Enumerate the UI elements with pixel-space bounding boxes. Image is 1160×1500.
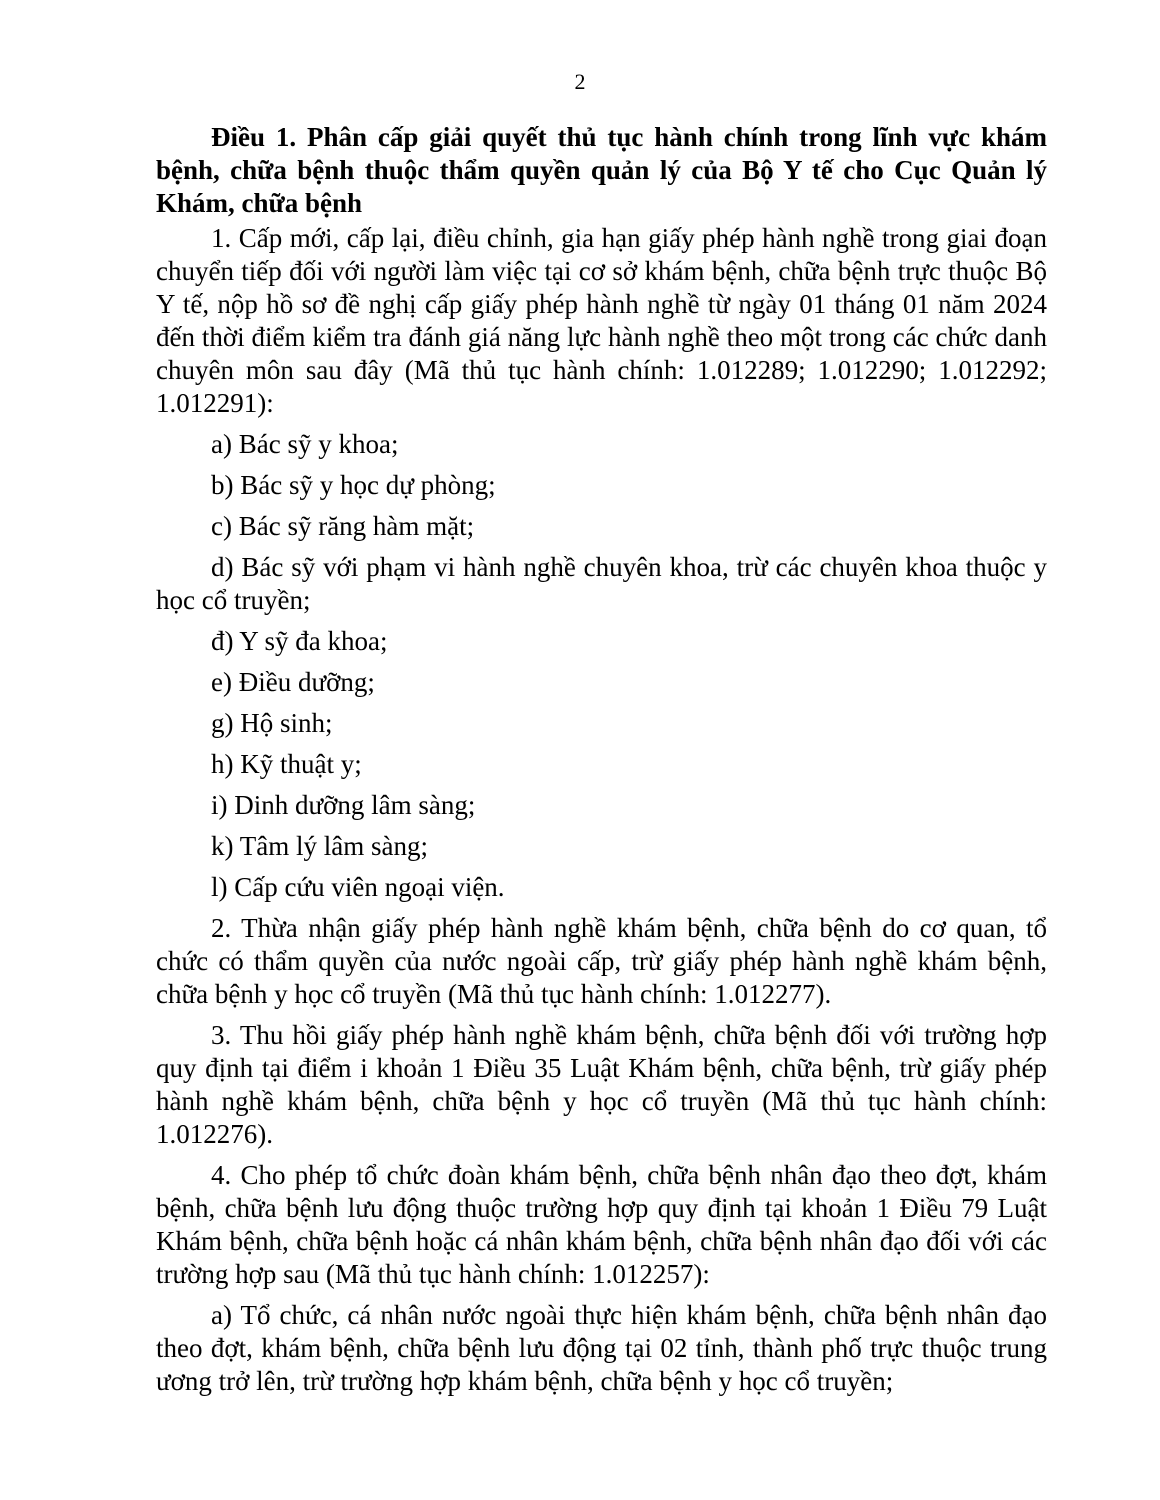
clause-1-item-e: e) Điều dưỡng;: [211, 667, 375, 697]
document-body: [156, 121, 1047, 1406]
clause-1-item-d: d) Bác sỹ với phạm vi hành nghề chuyên khoa, trừ các chuyên khoa thuộc y học cổ truyền;: [156, 552, 1047, 615]
clause-2: 2. Thừa nhận giấy phép hành nghề khám bệnh, chữa bệnh do cơ quan, tổ chức có thẩm quyền của nước ngoài cấp, trừ giấy phép hành nghề khám bệnh, chữa bệnh y học cổ truyền (Mã thủ tục hành chính: 1.012277).: [156, 913, 1047, 1009]
clause-1-item-k: k) Tâm lý lâm sàng;: [211, 831, 428, 861]
clause-1-item-a: a) Bác sỹ y khoa;: [211, 429, 399, 459]
clause-1-item-b: b) Bác sỹ y học dự phòng;: [211, 470, 496, 500]
article-heading: Điều 1. Phân cấp giải quyết thủ tục hành chính trong lĩnh vực khám bệnh, chữa bệnh thuộc thẩm quyền quản lý của Bộ Y tế cho Cục Quản lý Khám, chữa bệnh: [156, 122, 1047, 218]
clause-4: 4. Cho phép tổ chức đoàn khám bệnh, chữa bệnh nhân đạo theo đợt, khám bệnh, chữa bệnh lưu động thuộc trường hợp quy định tại khoản 1 Điều 79 Luật Khám bệnh, chữa bệnh hoặc cá nhân khám bệnh, chữa bệnh nhân đạo đối với các trường hợp sau (Mã thủ tục hành chính: 1.012257):: [156, 1160, 1047, 1289]
page-number: 2: [574, 69, 586, 94]
clause-3: 3. Thu hồi giấy phép hành nghề khám bệnh, chữa bệnh đối với trường hợp quy định tại điểm i khoản 1 Điều 35 Luật Khám bệnh, chữa bệnh, trừ giấy phép hành nghề khám bệnh, chữa bệnh y học cổ truyền (Mã thủ tục hành chính: 1.012276).: [156, 1020, 1047, 1149]
clause-1-item-h: h) Kỹ thuật y;: [211, 749, 362, 779]
clause-1-item-i: i) Dinh dưỡng lâm sàng;: [211, 790, 476, 820]
clause-1: 1. Cấp mới, cấp lại, điều chỉnh, gia hạn giấy phép hành nghề trong giai đoạn chuyển tiếp đối với người làm việc tại cơ sở khám bệnh, chữa bệnh trực thuộc Bộ Y tế, nộp hồ sơ đề nghị cấp giấy phép hành nghề từ ngày 01 tháng 01 năm 2024 đến thời điểm kiểm tra đánh giá năng lực hành nghề theo một trong các chức danh chuyên môn sau đây (Mã thủ tục hành chính: 1.012289; 1.012290; 1.012292; 1.012291):: [156, 223, 1047, 418]
clause-1-item-c: c) Bác sỹ răng hàm mặt;: [211, 511, 475, 541]
clause-1-item-l: l) Cấp cứu viên ngoại viện.: [211, 872, 505, 902]
clause-4-item-a: a) Tổ chức, cá nhân nước ngoài thực hiện khám bệnh, chữa bệnh nhân đạo theo đợt, khám bệnh, chữa bệnh lưu động tại 02 tỉnh, thành phố trực thuộc trung ương trở lên, trừ trường hợp khám bệnh, chữa bệnh y học cổ truyền;: [156, 1300, 1047, 1396]
clause-1-item-g: g) Hộ sinh;: [211, 708, 333, 738]
clause-1-item-dd: đ) Y sỹ đa khoa;: [211, 626, 388, 656]
